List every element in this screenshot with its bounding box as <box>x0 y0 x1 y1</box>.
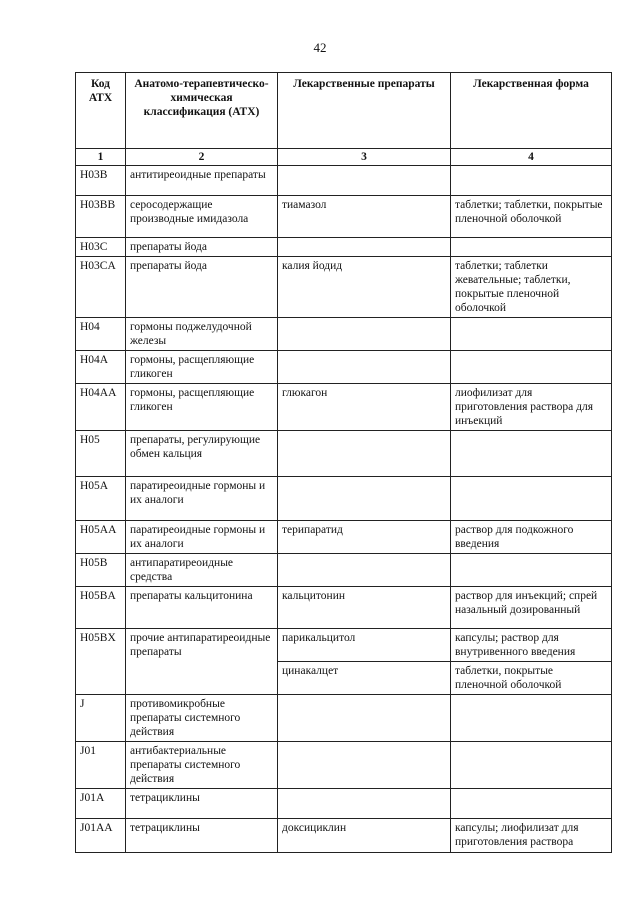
dosage-form-cell <box>451 166 612 196</box>
atx-classification-cell: тетрациклины <box>126 819 278 853</box>
atx-classification-cell: препараты кальцитонина <box>126 587 278 629</box>
header-row <box>76 73 612 149</box>
atx-code-cell: H03C <box>76 238 126 257</box>
dosage-form-cell <box>451 318 612 351</box>
atx-table <box>75 72 612 853</box>
table-row <box>76 257 612 318</box>
atx-code-cell: H05BA <box>76 587 126 629</box>
header-code: Код АТХ <box>76 73 126 149</box>
atx-classification-cell: гормоны поджелудочной железы <box>126 318 278 351</box>
drug-name-cell: терипаратид <box>278 521 451 554</box>
dosage-form-cell <box>451 477 612 521</box>
dosage-form-cell <box>451 695 612 742</box>
table-row <box>76 384 612 431</box>
atx-code-cell: J01AA <box>76 819 126 853</box>
table-row <box>76 521 612 554</box>
drug-name-cell: цинакалцет <box>278 662 451 695</box>
table-row <box>76 742 612 789</box>
atx-classification-cell: тетрациклины <box>126 789 278 819</box>
table-row <box>76 238 612 257</box>
table-body <box>76 166 612 853</box>
dosage-form-cell <box>451 351 612 384</box>
atx-code-cell: H05AA <box>76 521 126 554</box>
drug-name-cell: доксициклин <box>278 819 451 853</box>
header-form: Лекарственная форма <box>451 73 612 149</box>
drug-name-cell <box>278 477 451 521</box>
dosage-form-cell: лиофилизат для приготовления раствора для инъекций <box>451 384 612 431</box>
dosage-form-cell: капсулы; раствор для внутривенного введения <box>451 629 612 662</box>
atx-code-cell: H03B <box>76 166 126 196</box>
drug-name-cell: глюкагон <box>278 384 451 431</box>
header-drugs: Лекарственные препараты <box>278 73 451 149</box>
drug-name-cell <box>278 742 451 789</box>
atx-code-cell: J <box>76 695 126 742</box>
atx-code-cell: J01A <box>76 789 126 819</box>
table-row <box>76 587 612 629</box>
drug-name-cell <box>278 318 451 351</box>
atx-classification-cell: антипаратиреоидные средства <box>126 554 278 587</box>
drug-name-cell: калия йодид <box>278 257 451 318</box>
dosage-form-cell <box>451 742 612 789</box>
atx-classification-cell: антибактериальные препараты системного действия <box>126 742 278 789</box>
atx-classification-cell: препараты, регулирующие обмен кальция <box>126 431 278 477</box>
dosage-form-cell <box>451 431 612 477</box>
table-row <box>76 477 612 521</box>
drug-name-cell: кальцитонин <box>278 587 451 629</box>
page-number: 42 <box>313 40 327 55</box>
atx-classification-cell: антитиреоидные препараты <box>126 166 278 196</box>
drug-name-cell <box>278 351 451 384</box>
table-row <box>76 351 612 384</box>
table-row <box>76 789 612 819</box>
dosage-form-cell <box>451 554 612 587</box>
column-number-row <box>76 149 612 166</box>
atx-code-cell: H05A <box>76 477 126 521</box>
dosage-form-cell: капсулы; лиофилизат для приготовления раствора <box>451 819 612 853</box>
drug-name-cell <box>278 789 451 819</box>
dosage-form-cell <box>451 789 612 819</box>
dosage-form-cell <box>451 238 612 257</box>
table-row <box>76 431 612 477</box>
atx-classification-cell: гормоны, расщепляющие гликоген <box>126 384 278 431</box>
drug-name-cell <box>278 238 451 257</box>
drug-name-cell: парикальцитол <box>278 629 451 662</box>
atx-code-cell: J01 <box>76 742 126 789</box>
atx-classification-cell: гормоны, расщепляющие гликоген <box>126 351 278 384</box>
table-row <box>76 629 612 662</box>
atx-classification-cell: противомикробные препараты системного действия <box>126 695 278 742</box>
column-number: 3 <box>278 149 451 166</box>
atx-classification-cell: серосодержащие производные имидазола <box>126 196 278 238</box>
table-row <box>76 318 612 351</box>
atx-code-cell: H05BX <box>76 629 126 695</box>
column-number: 1 <box>76 149 126 166</box>
table-row <box>76 819 612 853</box>
dosage-form-cell: раствор для инъекций; спрей назальный дозированный <box>451 587 612 629</box>
drug-name-cell <box>278 554 451 587</box>
atx-code-cell: H05B <box>76 554 126 587</box>
dosage-form-cell: таблетки; таблетки жевательные; таблетки, покрытые пленочной оболочкой <box>451 257 612 318</box>
table-row <box>76 166 612 196</box>
dosage-form-cell: таблетки; таблетки, покрытые пленочной оболочкой <box>451 196 612 238</box>
dosage-form-cell: таблетки, покрытые пленочной оболочкой <box>451 662 612 695</box>
drug-name-cell <box>278 166 451 196</box>
header-classification: Анатомо-терапевтическо-химическая классификация (АТХ) <box>126 73 278 149</box>
atx-code-cell: H03BB <box>76 196 126 238</box>
atx-code-cell: H04AA <box>76 384 126 431</box>
table-row <box>76 554 612 587</box>
drug-name-cell <box>278 695 451 742</box>
drug-name-cell <box>278 431 451 477</box>
atx-classification-cell: паратиреоидные гормоны и их аналоги <box>126 477 278 521</box>
atx-code-cell: H05 <box>76 431 126 477</box>
table-row <box>76 196 612 238</box>
atx-code-cell: H04A <box>76 351 126 384</box>
atx-classification-cell: паратиреоидные гормоны и их аналоги <box>126 521 278 554</box>
atx-classification-cell: препараты йода <box>126 257 278 318</box>
atx-classification-cell: препараты йода <box>126 238 278 257</box>
atx-code-cell: H04 <box>76 318 126 351</box>
table-row <box>76 695 612 742</box>
drug-name-cell: тиамазол <box>278 196 451 238</box>
atx-classification-cell: прочие антипаратиреоидные препараты <box>126 629 278 695</box>
column-number: 4 <box>451 149 612 166</box>
atx-code-cell: H03CA <box>76 257 126 318</box>
dosage-form-cell: раствор для подкожного введения <box>451 521 612 554</box>
column-number: 2 <box>126 149 278 166</box>
